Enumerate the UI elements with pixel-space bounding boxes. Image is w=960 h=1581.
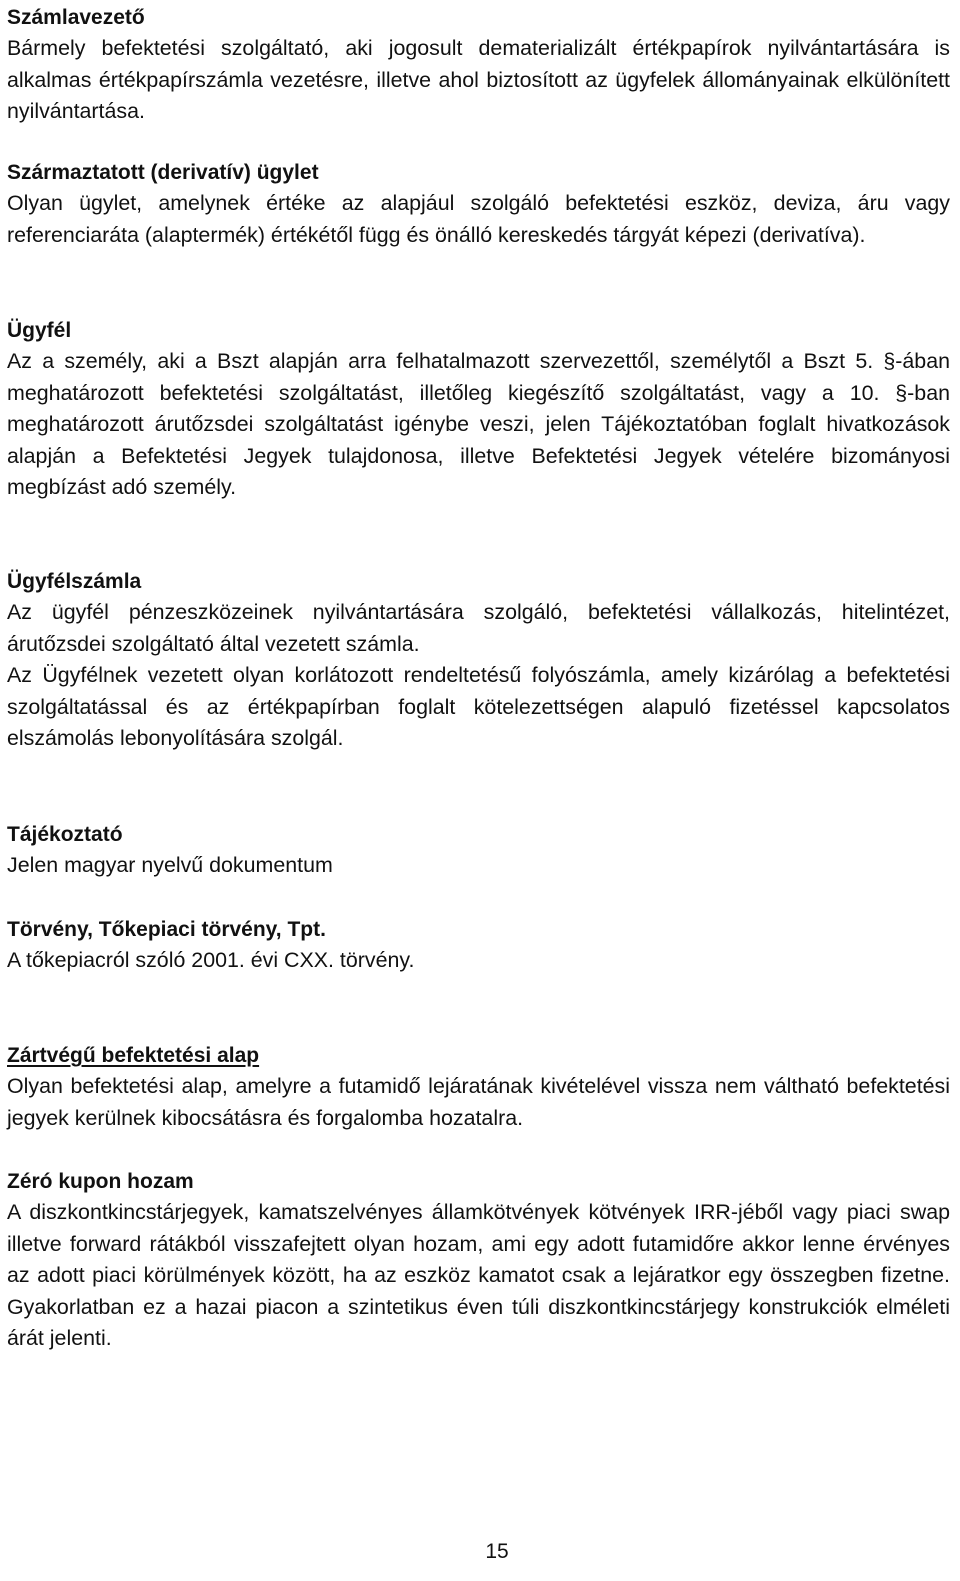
entry-term: Számlavezető — [7, 6, 145, 29]
entry-term: Törvény, Tőkepiaci törvény, Tpt. — [7, 918, 326, 941]
entry-term: Ügyfélszámla — [7, 570, 142, 593]
entry-definition: Az a személy, aki a Bszt alapján arra felhatalmazott szervezettől, személytől a Bszt 5. §-ában meghatározott befektetési szolgáltatást, illetőleg kiegészítő szolgáltatást, vagy a 10. §-ban meghatározott árutőzsdei szolgáltatást igénybe veszi, jelen Tájékoztatóban foglalt hivatkozások alapján a Befektetési Jegyek tulajdonosa, illetve Befektetési Jegyek vételére bizományosi megbízást adó személy. — [7, 349, 950, 500]
page-number: 15 — [485, 1540, 509, 1563]
entry-definition: Az ügyfél pénzeszközeinek nyilvántartására szolgáló, befektetési vállalkozás, hitelintézet, árutőzsdei szolgáltató által vezetett számla. — [7, 600, 950, 656]
entry-term: Zártvégű befektetési alap — [7, 1044, 260, 1067]
entry-term: Tájékoztató — [7, 823, 123, 846]
entry-definition: Bármely befektetési szolgáltató, aki jogosult dematerializált értékpapírok nyilvántartására is alkalmas értékpapírszámla vezetésre, illetve ahol biztosított az ügyfelek állományainak elkülönített nyilvántartása. — [7, 36, 950, 124]
entry-definition: Az Ügyfélnek vezetett olyan korlátozott rendeltetésű folyószámla, amely kizárólag a befektetési szolgáltatással és az értékpapírban foglalt kötelezettségen alapuló fizetéssel kapcsolatos elszámolás lebonyolítására szolgál. — [7, 663, 950, 751]
entry-definition: A tőkepiacról szóló 2001. évi CXX. törvény. — [7, 948, 415, 972]
entry-term: Származtatott (derivatív) ügylet — [7, 161, 319, 184]
glossary-entry-ugyfelszamla — [7, 564, 950, 755]
glossary-entry-szamlavezeto — [7, 0, 950, 128]
glossary-entry-zartvegu-befektetesi-alap — [7, 1038, 950, 1134]
glossary-entry-ugyfel — [7, 313, 950, 504]
entry-definition: Olyan ügylet, amelynek értéke az alapjául szolgáló befektetési eszköz, deviza, áru vagy referenciaráta (alaptermék) értékétől függ és önálló kereskedés tárgyát képezi (derivatíva). — [7, 191, 950, 247]
entry-definition: A diszkontkincstárjegyek, kamatszelvényes államkötvények kötvények IRR-jéből vagy piaci swap illetve forward rátákból visszafejtett olyan hozam, ami egy adott futamidőre akkor lenne érvényes az adott piaci körülmények között, ha az eszköz kamatot csak a lejáratkor egy összegben fizetne. Gyakorlatban ez a hazai piacon a szintetikus éven túli diszkontkincstárjegy konstrukciók elméleti árát jelenti. — [7, 1200, 950, 1351]
glossary-entry-tajekoztato — [7, 817, 950, 882]
glossary-entry-zero-kupon-hozam — [7, 1164, 950, 1355]
glossary-entry-szarmaztatott-ugylet — [7, 155, 950, 251]
entry-term: Zéró kupon hozam — [7, 1170, 194, 1193]
glossary-entry-torveny — [7, 912, 950, 977]
entry-term: Ügyfél — [7, 319, 72, 342]
entry-definition: Olyan befektetési alap, amelyre a futamidő lejáratának kivételével vissza nem váltható befektetési jegyek kerülnek kibocsátásra és forgalomba hozatalra. — [7, 1074, 950, 1130]
entry-definition: Jelen magyar nyelvű dokumentum — [7, 853, 333, 877]
